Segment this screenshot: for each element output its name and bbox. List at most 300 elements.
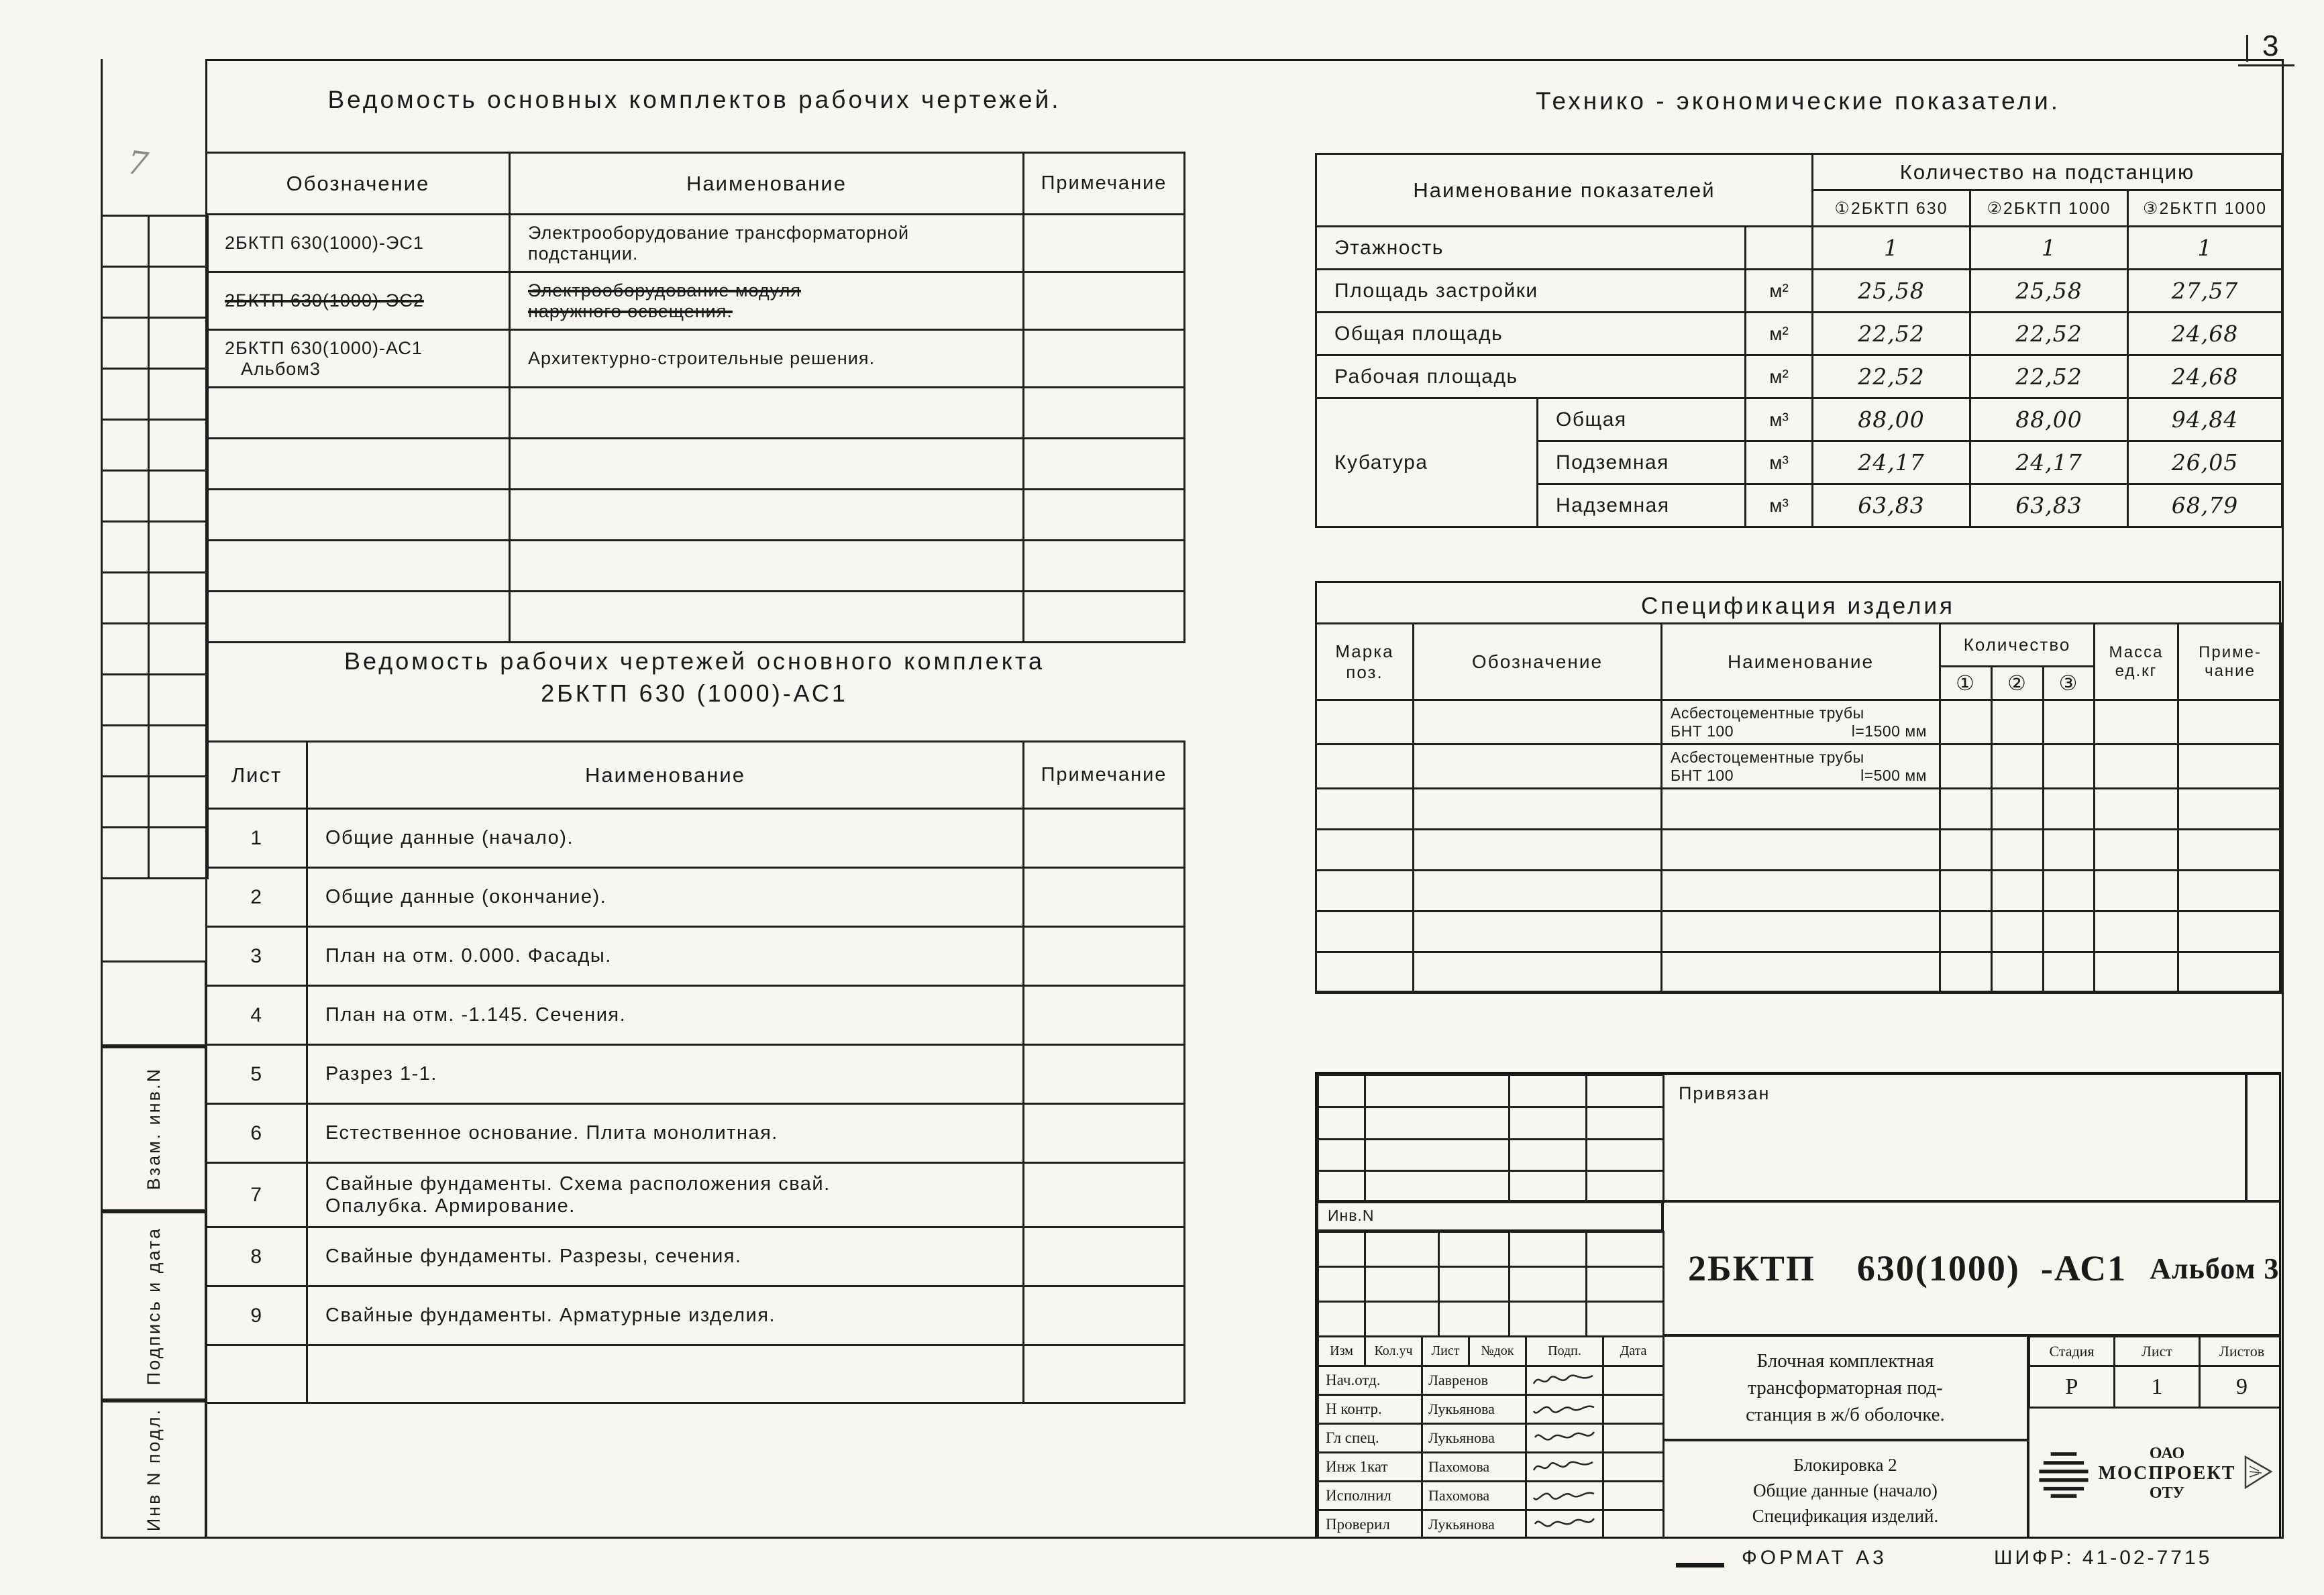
empty-cell bbox=[2044, 745, 2095, 789]
empty-cell bbox=[102, 624, 149, 675]
indicator-unit: м³ bbox=[1746, 398, 1813, 441]
empty-cell bbox=[1940, 871, 1992, 912]
empty-cell bbox=[207, 1345, 307, 1403]
empty-cell bbox=[1414, 745, 1662, 789]
indicator-value: 22,52 bbox=[1970, 313, 2128, 355]
empty-cell bbox=[1318, 1302, 1365, 1337]
role-title: Исполнил bbox=[1318, 1482, 1422, 1510]
sheet-number: 9 bbox=[207, 1286, 307, 1345]
object-name-cell bbox=[1662, 1335, 2028, 1440]
change-col-koluch: Кол.уч bbox=[1365, 1337, 1422, 1366]
stamp-inv-podl-label: Инв N подл. bbox=[143, 1407, 164, 1532]
spec-item-line bbox=[1671, 767, 1932, 785]
sheet-number: 3 bbox=[207, 927, 307, 986]
empty-cell bbox=[1603, 1482, 1664, 1510]
indicator-value: 24,17 bbox=[1970, 441, 2128, 484]
tech-table bbox=[1315, 153, 2283, 528]
stamp-podpis-data bbox=[101, 1211, 207, 1400]
sheet-list-col-sheet: Лист bbox=[207, 742, 307, 809]
empty-cell bbox=[1662, 912, 1940, 952]
sheet-row bbox=[207, 868, 1185, 927]
spec-col-mass-line: Масса bbox=[2109, 643, 2164, 661]
main-sets-row bbox=[207, 330, 1185, 388]
empty-cell bbox=[1603, 1453, 1664, 1482]
indicator-value: 22,52 bbox=[1970, 355, 2128, 398]
tech-row bbox=[1316, 227, 2282, 270]
tech-col-quantity: Количество на подстанцию bbox=[1813, 154, 2282, 190]
empty-cell bbox=[1662, 871, 1940, 912]
empty-cell bbox=[1603, 1395, 1664, 1424]
indicator-value: 63,83 bbox=[1970, 484, 2128, 527]
stage-col: Стадия bbox=[2029, 1337, 2115, 1366]
empty-cell bbox=[1024, 927, 1185, 986]
empty-cell bbox=[102, 573, 149, 624]
empty-cell bbox=[1992, 700, 2044, 745]
empty-cell bbox=[1024, 1227, 1185, 1286]
spec-row bbox=[1316, 745, 2282, 789]
indicator-value: 1 bbox=[1813, 227, 1970, 270]
signature-icon bbox=[1531, 1457, 1598, 1477]
indicator-unit: м³ bbox=[1746, 441, 1813, 484]
empty-cell bbox=[1318, 1140, 1365, 1171]
empty-cell bbox=[2178, 871, 2282, 912]
change-col-list: Лист bbox=[1422, 1337, 1469, 1366]
indicator-value: 94,84 bbox=[2128, 398, 2282, 441]
empty-cell bbox=[1414, 912, 1662, 952]
org-line: МОСПРОЕКТ bbox=[2098, 1463, 2236, 1484]
empty-cell bbox=[2178, 700, 2282, 745]
stamp-inv-podl bbox=[101, 1400, 207, 1539]
main-sets-title: Ведомость основных комплектов рабочих чертежей. bbox=[327, 86, 1061, 113]
empty-cell bbox=[1024, 490, 1185, 541]
empty-cell bbox=[102, 369, 149, 420]
empty-cell bbox=[1992, 830, 2044, 871]
tech-row bbox=[1316, 313, 2282, 355]
change-col-podp: Подп. bbox=[1526, 1337, 1603, 1366]
empty-cell bbox=[2044, 700, 2095, 745]
indicator-unit: м² bbox=[1746, 355, 1813, 398]
empty-cell bbox=[510, 439, 1024, 490]
privyazan-side-cell bbox=[2246, 1074, 2281, 1201]
empty-cell bbox=[1439, 1267, 1510, 1302]
empty-cell bbox=[149, 267, 208, 318]
empty-cell bbox=[1439, 1232, 1510, 1267]
corner-line bbox=[2238, 64, 2294, 66]
indicator-value: 24,17 bbox=[1813, 441, 1970, 484]
empty-cell bbox=[2095, 745, 2178, 789]
spec-item-line: Асбестоцементные трубы bbox=[1671, 704, 1864, 722]
sheet-list-title-line2: 2БКТП 630 (1000)-АС1 bbox=[541, 679, 848, 707]
spec-col-qty: Количество bbox=[1940, 624, 2095, 667]
role-title: Н контр. bbox=[1318, 1395, 1422, 1424]
tech-title: Технико - экономические показатели. bbox=[1535, 87, 2061, 115]
change-header-row bbox=[1317, 1335, 1665, 1367]
sheet-list-table bbox=[205, 740, 1185, 1404]
spec-item-type: БНТ 100 bbox=[1671, 722, 1734, 740]
spec-col-name: Наименование bbox=[1662, 624, 1940, 700]
stamp-vzam-inv bbox=[101, 1046, 207, 1211]
empty-cell bbox=[1365, 1075, 1510, 1107]
empty-cell bbox=[102, 216, 149, 267]
sheet-value: 1 bbox=[2115, 1366, 2200, 1408]
role-name: Лавренов bbox=[1422, 1366, 1526, 1395]
empty-cell bbox=[2044, 871, 2095, 912]
empty-cell bbox=[1024, 215, 1185, 272]
role-name: Лукьянова bbox=[1422, 1424, 1526, 1453]
empty-cell bbox=[1024, 1163, 1185, 1227]
empty-cell bbox=[1318, 1075, 1365, 1107]
signature-cell bbox=[1526, 1424, 1603, 1453]
empty-cell bbox=[1024, 272, 1185, 330]
change-col-izm: Изм bbox=[1318, 1337, 1365, 1366]
empty-cell bbox=[2095, 871, 2178, 912]
empty-cell bbox=[102, 777, 149, 828]
empty-cell bbox=[1603, 1424, 1664, 1453]
empty-cell bbox=[207, 439, 510, 490]
sheet-name-cell bbox=[1662, 1440, 2028, 1539]
sheet-row bbox=[207, 1163, 1185, 1227]
tech-variant-3: ③2БКТП 1000 bbox=[2128, 190, 2282, 227]
signature-icon bbox=[1531, 1399, 1598, 1419]
sheet-row bbox=[207, 1227, 1185, 1286]
sheet-name: Разрез 1-1. bbox=[307, 1045, 1024, 1104]
empty-cell bbox=[2178, 745, 2282, 789]
doc-code: 2БКТП 630(1000) -АС1 bbox=[1688, 1248, 2127, 1288]
designation-text: Альбом3 bbox=[241, 358, 321, 379]
empty-cell bbox=[1414, 789, 1662, 830]
name-cell bbox=[510, 330, 1024, 388]
designation-text: 2БКТП 630(1000)-АС1 bbox=[225, 337, 423, 358]
sheet-list-col-note: Примечание bbox=[1024, 742, 1185, 809]
empty-cell bbox=[1365, 1302, 1439, 1337]
empty-cell bbox=[510, 541, 1024, 592]
indicator-name: Подземная bbox=[1538, 441, 1746, 484]
empty-cell bbox=[1414, 830, 1662, 871]
empty-cell bbox=[1316, 912, 1414, 952]
inv-n-label: Инв.N bbox=[1328, 1206, 1375, 1224]
empty-cell bbox=[149, 369, 208, 420]
empty-cell bbox=[1024, 1045, 1185, 1104]
empty-cell bbox=[1439, 1302, 1510, 1337]
empty-cell bbox=[1365, 1140, 1510, 1171]
empty-cell bbox=[149, 624, 208, 675]
sheet-number: 2 bbox=[207, 868, 307, 927]
empty-cell bbox=[2095, 700, 2178, 745]
role-row bbox=[1318, 1395, 1664, 1424]
role-title: Инж 1кат bbox=[1318, 1453, 1422, 1482]
empty-cell bbox=[1316, 700, 1414, 745]
name-line: Архитектурно-строительные решения. bbox=[528, 348, 875, 368]
empty-cell bbox=[102, 318, 149, 369]
sheet-row bbox=[207, 809, 1185, 868]
empty-cell bbox=[149, 318, 208, 369]
indicator-name: Надземная bbox=[1538, 484, 1746, 527]
main-sets-col-note: Примечание bbox=[1024, 153, 1185, 215]
empty-cell bbox=[1587, 1140, 1664, 1171]
sheet-name-line: Блокировка 2 bbox=[1793, 1455, 1897, 1475]
tech-row bbox=[1316, 270, 2282, 313]
empty-cell bbox=[2178, 830, 2282, 871]
empty-cell bbox=[149, 471, 208, 522]
spec-qty-1: ① bbox=[1940, 667, 1992, 700]
empty-cell bbox=[2095, 912, 2178, 952]
title-block-grid-middle bbox=[1317, 1231, 1665, 1337]
indicator-name: Общая bbox=[1538, 398, 1746, 441]
stamp-vzam-inv-label: Взам. инв.N bbox=[143, 1067, 164, 1191]
empty-cell bbox=[2044, 912, 2095, 952]
empty-cell bbox=[1024, 388, 1185, 439]
kubatura-label: Кубатура bbox=[1316, 398, 1538, 527]
empty-cell bbox=[2095, 830, 2178, 871]
corner-tick bbox=[2246, 35, 2248, 62]
indicator-name: Общая площадь bbox=[1316, 313, 1746, 355]
stamp-podpis-data-label: Подпись и дата bbox=[143, 1226, 164, 1386]
empty-cell bbox=[510, 592, 1024, 643]
empty-cell bbox=[207, 490, 510, 541]
signature-icon bbox=[1531, 1486, 1598, 1506]
empty-cell bbox=[1510, 1232, 1587, 1267]
sheet-name: Общие данные (окончание). bbox=[307, 868, 1024, 927]
empty-cell bbox=[149, 420, 208, 471]
signature-cell bbox=[1526, 1510, 1603, 1539]
role-name: Пахомова bbox=[1422, 1453, 1526, 1482]
stage-header-row bbox=[2028, 1335, 2281, 1367]
empty-cell bbox=[1510, 1302, 1587, 1337]
frame-cells-middle bbox=[101, 673, 209, 879]
empty-cell bbox=[1024, 592, 1185, 643]
indicator-value: 22,52 bbox=[1813, 355, 1970, 398]
empty-cell bbox=[102, 420, 149, 471]
doc-code-cell bbox=[1662, 1201, 2281, 1335]
indicator-value: 27,57 bbox=[2128, 270, 2282, 313]
empty-cell bbox=[1510, 1140, 1587, 1171]
empty-cell bbox=[1662, 952, 1940, 993]
empty-cell bbox=[149, 675, 208, 726]
empty-cell bbox=[1316, 871, 1414, 912]
empty-cell bbox=[1414, 952, 1662, 993]
main-sets-row bbox=[207, 215, 1185, 272]
empty-cell bbox=[1510, 1171, 1587, 1203]
empty-cell bbox=[102, 675, 149, 726]
spec-item-length: l=1500 мм bbox=[1851, 722, 1927, 740]
main-sets-row-struck bbox=[207, 272, 1185, 330]
spec-item-name bbox=[1662, 745, 1940, 789]
pencil-mark: 7 bbox=[125, 144, 151, 184]
main-sets-col-designation: Обозначение bbox=[207, 153, 510, 215]
name-line-struck: Электрооборудование модуля bbox=[528, 280, 801, 300]
empty-cell bbox=[2044, 952, 2095, 993]
tech-row bbox=[1316, 398, 2282, 441]
empty-cell bbox=[102, 471, 149, 522]
title-block-grid-top bbox=[1317, 1074, 1665, 1203]
empty-cell bbox=[207, 592, 510, 643]
sheet-row bbox=[207, 927, 1185, 986]
sheet-row bbox=[207, 1045, 1185, 1104]
role-row bbox=[1318, 1453, 1664, 1482]
designation-cell bbox=[207, 330, 510, 388]
sheet-list-title-line1: Ведомость рабочих чертежей основного комплекта bbox=[344, 647, 1045, 675]
spec-col-mark-line: Марка bbox=[1335, 641, 1394, 661]
sheet-name: План на отм. -1.145. Сечения. bbox=[307, 986, 1024, 1045]
empty-cell bbox=[1510, 1267, 1587, 1302]
empty-cell bbox=[149, 573, 208, 624]
empty-cell bbox=[1940, 789, 1992, 830]
org-line: ОАО bbox=[2149, 1445, 2185, 1462]
empty-cell bbox=[1940, 912, 1992, 952]
spec-col-designation: Обозначение bbox=[1414, 624, 1662, 700]
tech-col-indicators: Наименование показателей bbox=[1316, 154, 1813, 227]
spec-item-type: БНТ 100 bbox=[1671, 766, 1734, 784]
signature-icon bbox=[1531, 1428, 1598, 1448]
empty-cell bbox=[1992, 912, 2044, 952]
empty-cell bbox=[1318, 1267, 1365, 1302]
main-sets-table bbox=[205, 152, 1185, 643]
empty-cell bbox=[1940, 700, 1992, 745]
empty-cell bbox=[1024, 986, 1185, 1045]
empty-cell bbox=[2178, 789, 2282, 830]
empty-cell bbox=[1316, 745, 1414, 789]
designation-text: 2БКТП 630(1000)-ЭС1 bbox=[225, 233, 424, 253]
empty-cell bbox=[1662, 830, 1940, 871]
stamp-empty-cell bbox=[101, 960, 207, 1046]
empty-cell bbox=[1024, 541, 1185, 592]
empty-cell bbox=[1662, 789, 1940, 830]
spec-col-mark bbox=[1316, 624, 1414, 700]
empty-cell bbox=[2044, 830, 2095, 871]
title-block bbox=[1315, 1072, 2281, 1539]
empty-cell bbox=[102, 267, 149, 318]
signature-icon bbox=[1531, 1370, 1598, 1390]
roles-table bbox=[1317, 1365, 1665, 1539]
empty-cell bbox=[1024, 330, 1185, 388]
empty-cell bbox=[2095, 952, 2178, 993]
indicator-name: Этажность bbox=[1316, 227, 1746, 270]
stage-value: Р bbox=[2029, 1366, 2115, 1408]
role-row bbox=[1318, 1366, 1664, 1395]
spec-title: Спецификация изделия bbox=[1641, 593, 1955, 619]
sheet-list-col-name: Наименование bbox=[307, 742, 1024, 809]
listov-col: Листов bbox=[2200, 1337, 2282, 1366]
indicator-value: 24,68 bbox=[2128, 355, 2282, 398]
sheet-number: 1 bbox=[207, 809, 307, 868]
indicator-value: 1 bbox=[1970, 227, 2128, 270]
indicator-unit: м³ bbox=[1746, 484, 1813, 527]
sheets-total-value: 9 bbox=[2200, 1366, 2282, 1408]
empty-cell bbox=[1992, 871, 2044, 912]
signature-icon bbox=[1531, 1515, 1598, 1535]
empty-cell bbox=[1365, 1232, 1439, 1267]
empty-cell bbox=[1024, 439, 1185, 490]
signature-cell bbox=[1526, 1395, 1603, 1424]
indicator-unit: м² bbox=[1746, 270, 1813, 313]
empty-cell bbox=[1365, 1267, 1439, 1302]
empty-cell bbox=[1603, 1366, 1664, 1395]
empty-cell bbox=[1992, 789, 2044, 830]
empty-cell bbox=[1024, 1104, 1185, 1163]
signature-cell bbox=[1526, 1453, 1603, 1482]
indicator-unit: м² bbox=[1746, 313, 1813, 355]
sheet-name: План на отм. 0.000. Фасады. bbox=[307, 927, 1024, 986]
empty-cell bbox=[1587, 1075, 1664, 1107]
change-col-ndok: №док bbox=[1469, 1337, 1526, 1366]
name-cell bbox=[510, 272, 1024, 330]
indicator-value: 24,68 bbox=[2128, 313, 2282, 355]
empty-cell bbox=[2095, 789, 2178, 830]
role-title: Проверил bbox=[1318, 1510, 1422, 1539]
spec-col-note bbox=[2178, 624, 2282, 700]
privyazan-cell bbox=[1662, 1074, 2246, 1201]
empty-cell bbox=[1024, 1345, 1185, 1403]
name-line: Электрооборудование трансформаторной bbox=[528, 222, 910, 243]
empty-cell bbox=[207, 541, 510, 592]
sheet-number: 4 bbox=[207, 986, 307, 1045]
role-name: Пахомова bbox=[1422, 1482, 1526, 1510]
empty-cell bbox=[1587, 1107, 1664, 1140]
empty-cell bbox=[1414, 871, 1662, 912]
empty-cell bbox=[1992, 745, 2044, 789]
mosproekt-logo bbox=[2035, 1448, 2093, 1499]
name-line-struck: наружного освещения. bbox=[528, 300, 733, 321]
empty-cell bbox=[2044, 789, 2095, 830]
stage-values-row bbox=[2028, 1365, 2281, 1409]
spec-table bbox=[1315, 622, 2283, 994]
empty-cell bbox=[1365, 1171, 1510, 1203]
empty-cell bbox=[1587, 1232, 1664, 1267]
empty-cell bbox=[1940, 745, 1992, 789]
role-row bbox=[1318, 1510, 1664, 1539]
spec-item-line: Асбестоцементные трубы bbox=[1671, 748, 1864, 766]
empty-cell bbox=[1316, 830, 1414, 871]
sheet-row bbox=[207, 1104, 1185, 1163]
object-name-line: Блочная комплектная bbox=[1756, 1350, 1934, 1372]
sheet-name-line: Общие данные (начало) bbox=[1753, 1480, 1938, 1500]
sheet-name: Свайные фундаменты. Разрезы, сечения. bbox=[307, 1227, 1024, 1286]
empty-cell bbox=[1414, 700, 1662, 745]
tech-variant-2: ②2БКТП 1000 bbox=[1970, 190, 2128, 227]
sheet-name bbox=[307, 1163, 1024, 1227]
indicator-value: 68,79 bbox=[2128, 484, 2282, 527]
spec-row bbox=[1316, 700, 2282, 745]
empty-cell bbox=[1024, 1286, 1185, 1345]
spec-item-length: l=500 мм bbox=[1860, 766, 1927, 784]
empty-cell bbox=[1587, 1267, 1664, 1302]
sheet-name: Свайные фундаменты. Арматурные изделия. bbox=[307, 1286, 1024, 1345]
empty-cell bbox=[2178, 952, 2282, 993]
empty-cell bbox=[1940, 952, 1992, 993]
spec-item-line bbox=[1671, 722, 1932, 740]
object-name-line: станция в ж/б оболочке. bbox=[1746, 1404, 1945, 1425]
empty-cell bbox=[102, 828, 149, 879]
sheet-name: Естественное основание. Плита монолитная. bbox=[307, 1104, 1024, 1163]
role-name: Лукьянова bbox=[1422, 1395, 1526, 1424]
empty-cell bbox=[1603, 1510, 1664, 1539]
format-label: ФОРМАТ А3 bbox=[1742, 1547, 1887, 1569]
name-line: подстанции. bbox=[528, 243, 639, 264]
sheet-name-line: Спецификация изделий. bbox=[1752, 1506, 1939, 1526]
empty-cell bbox=[2178, 912, 2282, 952]
designation-cell bbox=[207, 272, 510, 330]
spec-col-mark-line: поз. bbox=[1346, 661, 1383, 682]
org-name bbox=[2093, 1445, 2241, 1502]
empty-cell bbox=[1024, 868, 1185, 927]
empty-cell bbox=[1510, 1107, 1587, 1140]
inv-n-cell bbox=[1317, 1200, 1662, 1231]
sheet-name: Общие данные (начало). bbox=[307, 809, 1024, 868]
org-cell bbox=[2028, 1407, 2281, 1539]
empty-cell bbox=[149, 777, 208, 828]
indicator-value: 63,83 bbox=[1813, 484, 1970, 527]
privyazan-label: Привязан bbox=[1679, 1083, 1771, 1103]
